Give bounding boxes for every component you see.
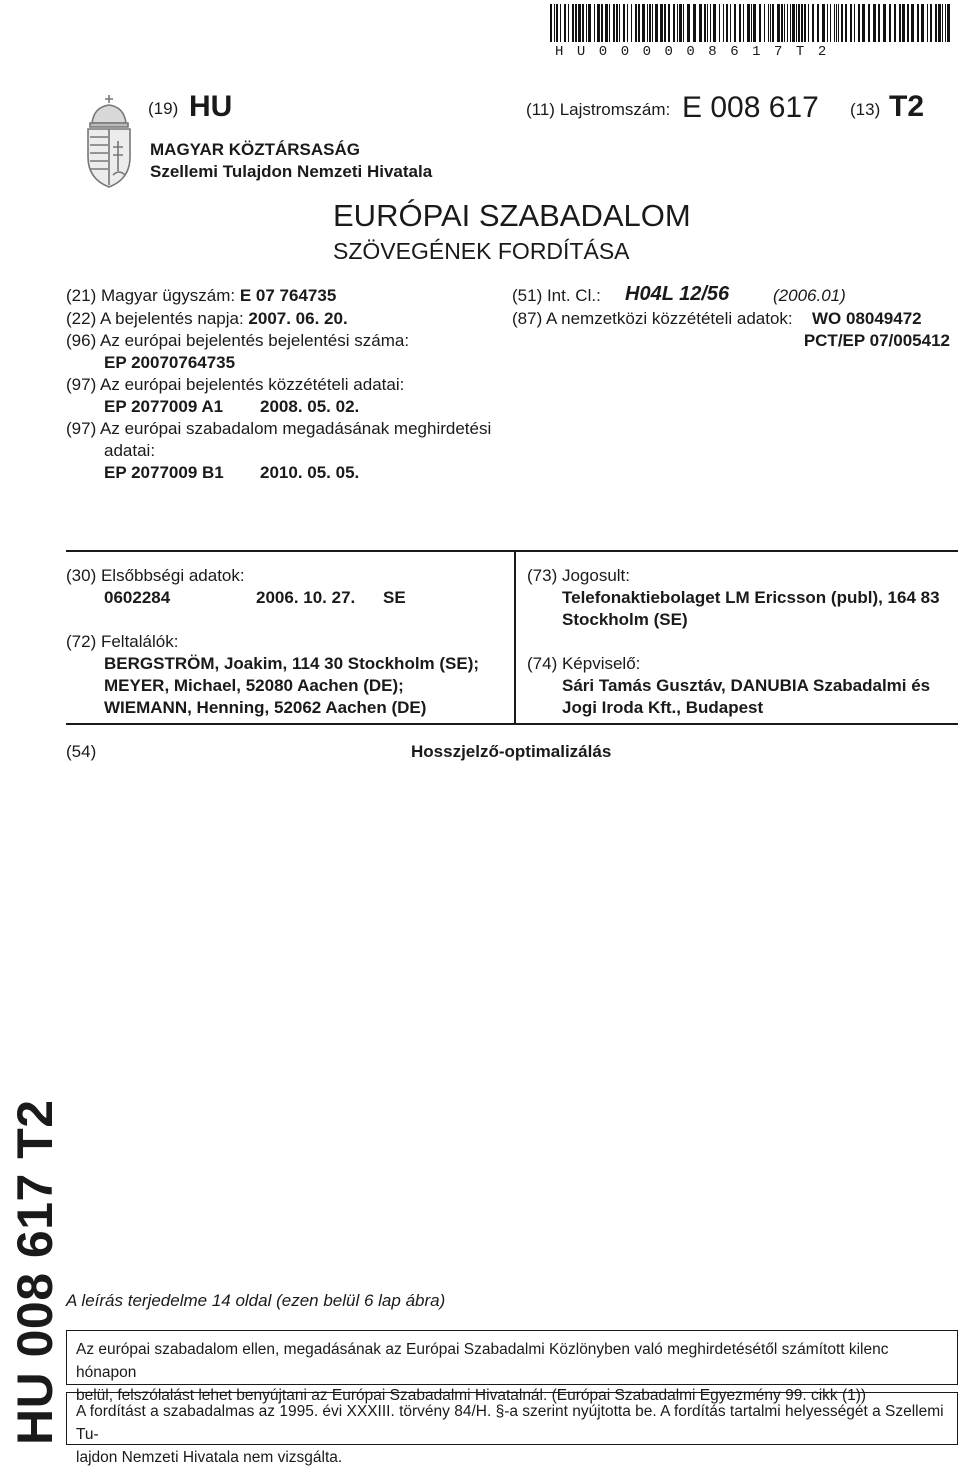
field-22-value: 2007. 06. 20. xyxy=(248,309,348,328)
inventors-label: (72) Feltalálók: xyxy=(66,632,179,651)
field-51-class: H04L 12/56 xyxy=(625,283,730,305)
field-87-wo: WO 08049472 xyxy=(812,309,922,328)
priority-label: (30) Elsőbbségi adatok: xyxy=(66,566,245,585)
representative-label: (74) Képviselő: xyxy=(527,654,641,673)
proprietor-label: (73) Jogosult: xyxy=(527,566,630,585)
representative-line: Sári Tamás Gusztáv, DANUBIA Szabadalmi és xyxy=(562,676,931,695)
kind-code: T2 xyxy=(889,90,925,123)
opposition-line: belül, felszólalást lehet benyújtani az Európai Szabadalmi Hivatalnál. (Európai Szabadalmi Egyezmény 99. cikk (1)) xyxy=(76,1387,867,1404)
description-note: A leírás terjedelme 14 oldal (ezen belül 6 lap ábra) xyxy=(66,1291,446,1310)
section-bottom-rule xyxy=(66,723,958,725)
section-divider xyxy=(514,550,516,724)
barcode xyxy=(550,4,950,42)
field-97b-number: EP 2077009 B1 xyxy=(104,463,224,482)
registration-number: E 008 617 xyxy=(682,91,819,124)
field-97a-number: EP 2077009 A1 xyxy=(104,397,224,416)
proprietor-line: Telefonaktiebolaget LM Ericsson (publ), 164 83 xyxy=(562,588,940,607)
field-21-label: (21) Magyar ügyszám: xyxy=(66,286,236,305)
representative-line: Jogi Iroda Kft., Budapest xyxy=(562,698,764,717)
office-name: Szellemi Tulajdon Nemzeti Hivatala xyxy=(150,162,433,181)
priority-number: 0602284 xyxy=(104,588,171,607)
field-97b-date: 2010. 05. 05. xyxy=(260,463,360,482)
priority-country: SE xyxy=(383,588,406,607)
inventor-line: WIEMANN, Henning, 52062 Aachen (DE) xyxy=(104,698,427,717)
opposition-line: Az európai szabadalom ellen, megadásának az Európai Szabadalmi Közlönyben való meghirdetésétől számított kilenc hónapon xyxy=(76,1341,889,1381)
field-97b-label: (97) Az európai szabadalom megadásának meghirdetési xyxy=(66,419,492,438)
section-top-rule xyxy=(66,550,958,552)
field-21 xyxy=(66,286,336,306)
field-97a-label: (97) Az európai bejelentés közzétételi adatai: xyxy=(66,375,405,394)
hungarian-coat-of-arms-icon xyxy=(80,93,138,189)
document-title: EURÓPAI SZABADALOM xyxy=(333,198,691,233)
republic-name: MAGYAR KÖZTÁRSASÁG xyxy=(150,140,360,159)
translation-line: A fordítást a szabadalmas az 1995. évi XXXIII. törvény 84/H. §-a szerint nyújtotta be. A fordítás tartalmi helyességét a Szellemi Tu- xyxy=(76,1403,944,1443)
field-21-value: E 07 764735 xyxy=(239,286,337,305)
field-87-label: (87) A nemzetközi közzétételi adatok: xyxy=(512,309,793,328)
field-96-value: EP 20070764735 xyxy=(104,353,236,372)
invention-title: Hosszjelző-optimalizálás xyxy=(411,742,612,761)
inventor-line: MEYER, Michael, 52080 Aachen (DE); xyxy=(104,676,404,695)
field-51-label: (51) Int. Cl.: xyxy=(512,286,601,305)
kind-code-label: (13) xyxy=(850,100,881,119)
field-22-label: (22) A bejelentés napja: xyxy=(66,309,244,328)
field-22 xyxy=(66,309,348,329)
field-87-pct: PCT/EP 07/005412 xyxy=(803,331,950,350)
translation-line: lajdon Nemzeti Hivatala nem vizsgálta. xyxy=(76,1449,343,1466)
country-code-label: (19) xyxy=(148,99,179,118)
registration-label: (11) Lajstromszám: xyxy=(526,100,671,119)
proprietor-line: Stockholm (SE) xyxy=(562,610,688,629)
priority-date: 2006. 10. 27. xyxy=(256,588,356,607)
country-code: HU xyxy=(189,90,233,123)
barcode-text: HU000008617T2 xyxy=(555,44,840,60)
translation-notice xyxy=(66,1392,958,1466)
document-subtitle: SZÖVEGÉNEK FORDÍTÁSA xyxy=(333,238,630,264)
field-51-version: (2006.01) xyxy=(773,286,846,305)
field-97b-label-cont: adatai: xyxy=(104,441,156,460)
field-97a-date: 2008. 05. 02. xyxy=(260,397,360,416)
opposition-notice xyxy=(66,1330,958,1404)
inventor-line: BERGSTRÖM, Joakim, 114 30 Stockholm (SE); xyxy=(104,654,480,673)
field-96-label: (96) Az európai bejelentés bejelentési száma: xyxy=(66,331,410,350)
invention-title-label: (54) xyxy=(66,742,97,761)
vertical-publication-id: HU 008 617 T2 xyxy=(7,1099,63,1445)
